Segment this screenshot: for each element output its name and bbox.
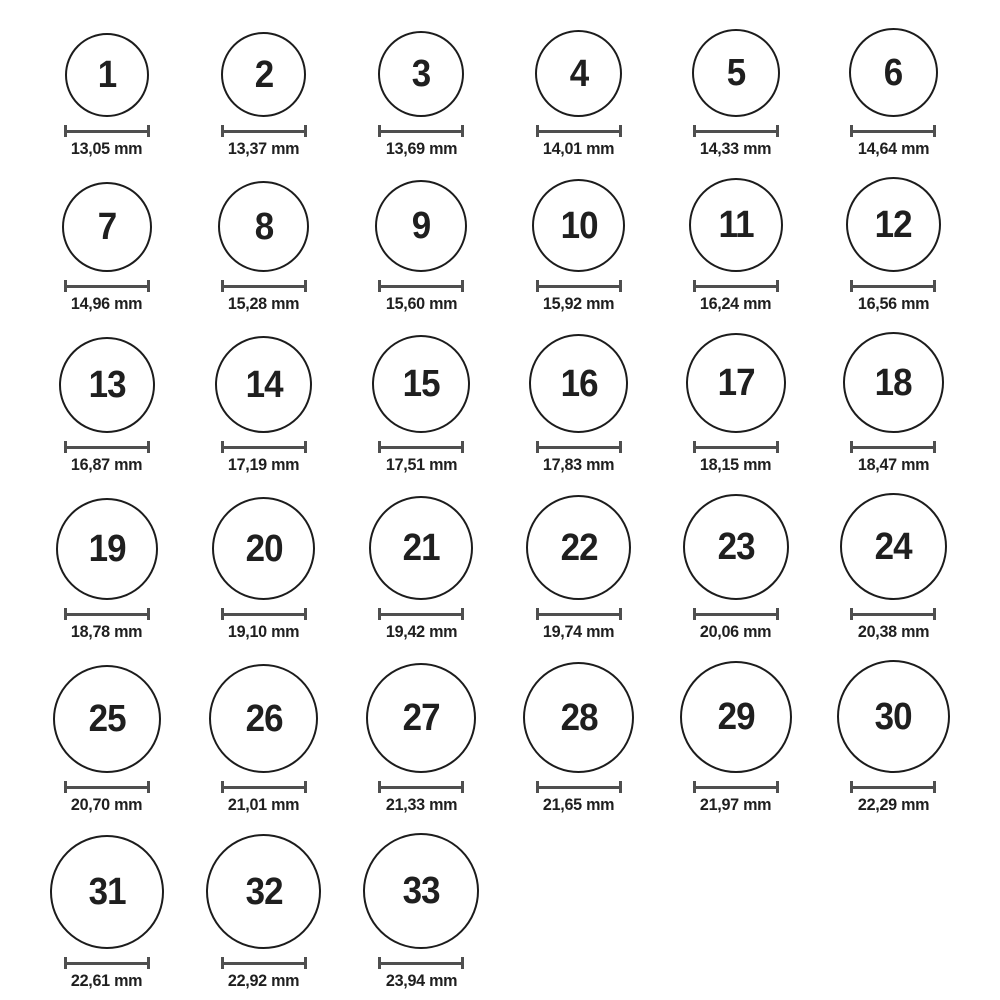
ring-circle <box>218 181 309 272</box>
ring-size-number: 19 <box>88 528 126 570</box>
diameter-label: 18,78 mm <box>70 622 143 641</box>
ring-circle <box>689 178 783 272</box>
ring-size-number: 21 <box>402 527 440 569</box>
diameter-label: 20,70 mm <box>70 795 143 814</box>
diameter-label: 21,33 mm <box>385 795 457 814</box>
diameter-label: 17,19 mm <box>228 455 300 474</box>
ring-size-number: 15 <box>402 363 440 405</box>
measure-line-bar <box>696 130 776 133</box>
ring-circle <box>50 835 164 949</box>
diameter-measure-line <box>378 125 464 137</box>
ring-size-item <box>815 660 972 815</box>
ring-circle <box>378 31 464 117</box>
ring-circle <box>680 661 792 773</box>
ring-size-item <box>28 498 185 642</box>
diameter-measure-line <box>536 441 622 453</box>
ring-size-item <box>185 834 342 991</box>
measure-line-bar <box>381 962 461 965</box>
measure-line-bar <box>67 130 147 133</box>
diameter-measure-line <box>536 280 622 292</box>
measure-line-bar <box>696 446 776 449</box>
measure-line-bar <box>67 446 147 449</box>
ring-size-item <box>185 32 342 159</box>
ring-circle <box>369 496 473 600</box>
ring-size-number: 25 <box>88 698 126 740</box>
ring-size-number: 3 <box>412 53 431 95</box>
ring-size-number: 27 <box>402 697 440 739</box>
diameter-measure-line <box>693 280 779 292</box>
measure-line-bar <box>67 962 147 965</box>
ring-size-item <box>343 663 500 815</box>
diameter-measure-line <box>850 125 936 137</box>
ring-size-number: 17 <box>717 362 755 404</box>
measure-line-bar <box>381 786 461 789</box>
ring-circle <box>837 660 950 773</box>
ring-size-item <box>657 494 814 642</box>
diameter-measure-line <box>378 781 464 793</box>
diameter-label: 15,28 mm <box>228 294 300 313</box>
ring-circle <box>372 335 470 433</box>
ring-size-item <box>343 496 500 642</box>
diameter-label: 22,29 mm <box>857 795 929 814</box>
ring-size-number: 5 <box>726 52 746 94</box>
ring-circle <box>53 665 161 773</box>
diameter-measure-line <box>221 608 307 620</box>
ring-size-item <box>500 334 657 475</box>
ring-circle <box>849 28 938 117</box>
diameter-label: 16,24 mm <box>700 294 772 313</box>
ring-circle <box>206 834 321 949</box>
measure-line-bar <box>696 613 776 616</box>
diameter-label: 16,87 mm <box>70 455 143 474</box>
diameter-label: 13,37 mm <box>228 139 300 158</box>
diameter-measure-line <box>850 608 936 620</box>
ring-circle <box>535 30 622 117</box>
ring-size-number: 13 <box>88 364 126 406</box>
measure-line-bar <box>696 786 776 789</box>
diameter-label: 21,97 mm <box>700 795 772 814</box>
ring-circle <box>56 498 158 600</box>
diameter-label: 18,47 mm <box>857 455 929 474</box>
ring-size-number: 26 <box>245 697 283 740</box>
diameter-label: 22,61 mm <box>70 971 143 990</box>
diameter-label: 13,69 mm <box>385 139 457 158</box>
diameter-measure-line <box>693 441 779 453</box>
ring-circle <box>692 29 780 117</box>
measure-line-bar <box>539 446 619 449</box>
measure-line-bar <box>224 786 304 789</box>
ring-circle <box>221 32 306 117</box>
measure-line-bar <box>381 130 461 133</box>
ring-size-item <box>343 180 500 314</box>
ring-size-item <box>500 179 657 314</box>
diameter-label: 15,92 mm <box>542 294 615 313</box>
diameter-label: 19,74 mm <box>542 622 615 641</box>
measure-line-bar <box>539 786 619 789</box>
diameter-measure-line <box>64 280 150 292</box>
diameter-measure-line <box>378 608 464 620</box>
ring-size-item <box>815 332 972 475</box>
ring-size-number: 16 <box>560 362 598 405</box>
diameter-measure-line <box>850 441 936 453</box>
ring-size-number: 29 <box>717 696 755 738</box>
ring-size-item <box>657 178 814 314</box>
measure-line-bar <box>853 446 933 449</box>
ring-size-item <box>28 182 185 314</box>
ring-circle <box>526 495 631 600</box>
measure-line-bar <box>853 613 933 616</box>
ring-size-number: 9 <box>412 205 431 247</box>
measure-line-bar <box>853 130 933 133</box>
diameter-measure-line <box>693 781 779 793</box>
diameter-label: 20,38 mm <box>857 622 929 641</box>
ring-size-item <box>343 833 500 991</box>
diameter-measure-line <box>378 957 464 969</box>
diameter-measure-line <box>378 280 464 292</box>
diameter-measure-line <box>221 441 307 453</box>
diameter-label: 15,60 mm <box>385 294 457 313</box>
measure-line-bar <box>224 285 304 288</box>
measure-line-bar <box>853 786 933 789</box>
measure-line-bar <box>224 130 304 133</box>
ring-size-item <box>500 495 657 642</box>
ring-size-item <box>185 336 342 475</box>
ring-size-item <box>500 30 657 159</box>
diameter-measure-line <box>536 781 622 793</box>
diameter-label: 18,15 mm <box>700 455 772 474</box>
diameter-label: 17,83 mm <box>542 455 615 474</box>
ring-size-number: 30 <box>874 695 912 738</box>
diameter-label: 13,05 mm <box>70 139 143 158</box>
ring-size-number: 10 <box>560 204 598 247</box>
ring-size-item <box>500 662 657 815</box>
measure-line-bar <box>381 613 461 616</box>
ring-size-item <box>815 177 972 314</box>
ring-size-number: 33 <box>402 870 440 912</box>
ring-circle <box>363 833 479 949</box>
diameter-label: 16,56 mm <box>857 294 929 313</box>
ring-circle <box>686 333 786 433</box>
ring-size-item <box>28 33 185 159</box>
ring-circle <box>375 180 467 272</box>
diameter-measure-line <box>64 441 150 453</box>
ring-size-number: 24 <box>874 525 912 568</box>
ring-size-number: 22 <box>560 526 598 569</box>
ring-size-item <box>343 31 500 159</box>
ring-size-number: 8 <box>254 205 274 248</box>
measure-line-bar <box>224 613 304 616</box>
ring-size-item <box>657 661 814 815</box>
diameter-measure-line <box>536 608 622 620</box>
ring-size-item <box>815 28 972 159</box>
ring-circle <box>65 33 149 117</box>
diameter-label: 14,96 mm <box>70 294 143 313</box>
diameter-measure-line <box>693 125 779 137</box>
ring-circle <box>529 334 628 433</box>
ring-size-item <box>185 181 342 314</box>
diameter-label: 20,06 mm <box>700 622 772 641</box>
diameter-measure-line <box>378 441 464 453</box>
ring-size-number: 2 <box>254 53 274 96</box>
diameter-label: 14,64 mm <box>857 139 929 158</box>
ring-size-grid <box>28 28 972 991</box>
ring-size-item <box>657 29 814 159</box>
measure-line-bar <box>224 962 304 965</box>
ring-size-number: 1 <box>97 54 116 96</box>
ring-size-number: 4 <box>569 52 588 95</box>
diameter-measure-line <box>850 781 936 793</box>
measure-line-bar <box>696 285 776 288</box>
measure-line-bar <box>381 446 461 449</box>
diameter-label: 14,01 mm <box>542 139 615 158</box>
ring-circle <box>843 332 944 433</box>
ring-circle <box>62 182 152 272</box>
ring-size-number: 14 <box>245 363 283 406</box>
ring-size-number: 7 <box>97 206 116 248</box>
diameter-label: 23,94 mm <box>385 971 457 990</box>
ring-circle <box>212 497 315 600</box>
diameter-label: 14,33 mm <box>700 139 772 158</box>
measure-line-bar <box>539 613 619 616</box>
diameter-label: 17,51 mm <box>385 455 457 474</box>
ring-circle <box>532 179 625 272</box>
ring-size-item <box>28 835 185 991</box>
ring-circle <box>209 664 318 773</box>
diameter-measure-line <box>64 957 150 969</box>
ring-size-item <box>343 335 500 475</box>
ring-size-number: 18 <box>874 361 912 404</box>
ring-size-number: 28 <box>560 696 598 739</box>
ring-size-number: 6 <box>884 51 903 94</box>
ring-size-item <box>185 664 342 815</box>
ring-circle <box>683 494 789 600</box>
diameter-measure-line <box>64 608 150 620</box>
ring-circle <box>846 177 941 272</box>
diameter-measure-line <box>64 781 150 793</box>
ring-circle <box>366 663 476 773</box>
measure-line-bar <box>853 285 933 288</box>
measure-line-bar <box>539 285 619 288</box>
diameter-measure-line <box>221 280 307 292</box>
ring-size-number: 11 <box>718 204 754 246</box>
diameter-measure-line <box>221 125 307 137</box>
ring-size-number: 20 <box>245 527 283 570</box>
diameter-measure-line <box>850 280 936 292</box>
ring-circle <box>59 337 155 433</box>
measure-line-bar <box>539 130 619 133</box>
ring-circle <box>215 336 312 433</box>
measure-line-bar <box>67 786 147 789</box>
ring-size-number: 31 <box>88 871 126 913</box>
measure-line-bar <box>224 446 304 449</box>
diameter-label: 19,10 mm <box>228 622 300 641</box>
diameter-label: 22,92 mm <box>228 971 300 990</box>
measure-line-bar <box>381 285 461 288</box>
ring-circle <box>523 662 634 773</box>
diameter-measure-line <box>221 781 307 793</box>
diameter-measure-line <box>693 608 779 620</box>
diameter-label: 21,65 mm <box>542 795 615 814</box>
ring-size-item <box>28 337 185 475</box>
ring-size-item <box>657 333 814 475</box>
ring-size-number: 23 <box>717 526 755 568</box>
measure-line-bar <box>67 613 147 616</box>
ring-size-item <box>815 493 972 642</box>
ring-size-number: 32 <box>245 870 283 913</box>
ring-size-number: 12 <box>874 203 912 246</box>
diameter-label: 21,01 mm <box>228 795 300 814</box>
ring-circle <box>840 493 947 600</box>
diameter-label: 19,42 mm <box>385 622 457 641</box>
diameter-measure-line <box>221 957 307 969</box>
diameter-measure-line <box>64 125 150 137</box>
ring-size-item <box>185 497 342 642</box>
diameter-measure-line <box>536 125 622 137</box>
measure-line-bar <box>67 285 147 288</box>
ring-size-item <box>28 665 185 815</box>
